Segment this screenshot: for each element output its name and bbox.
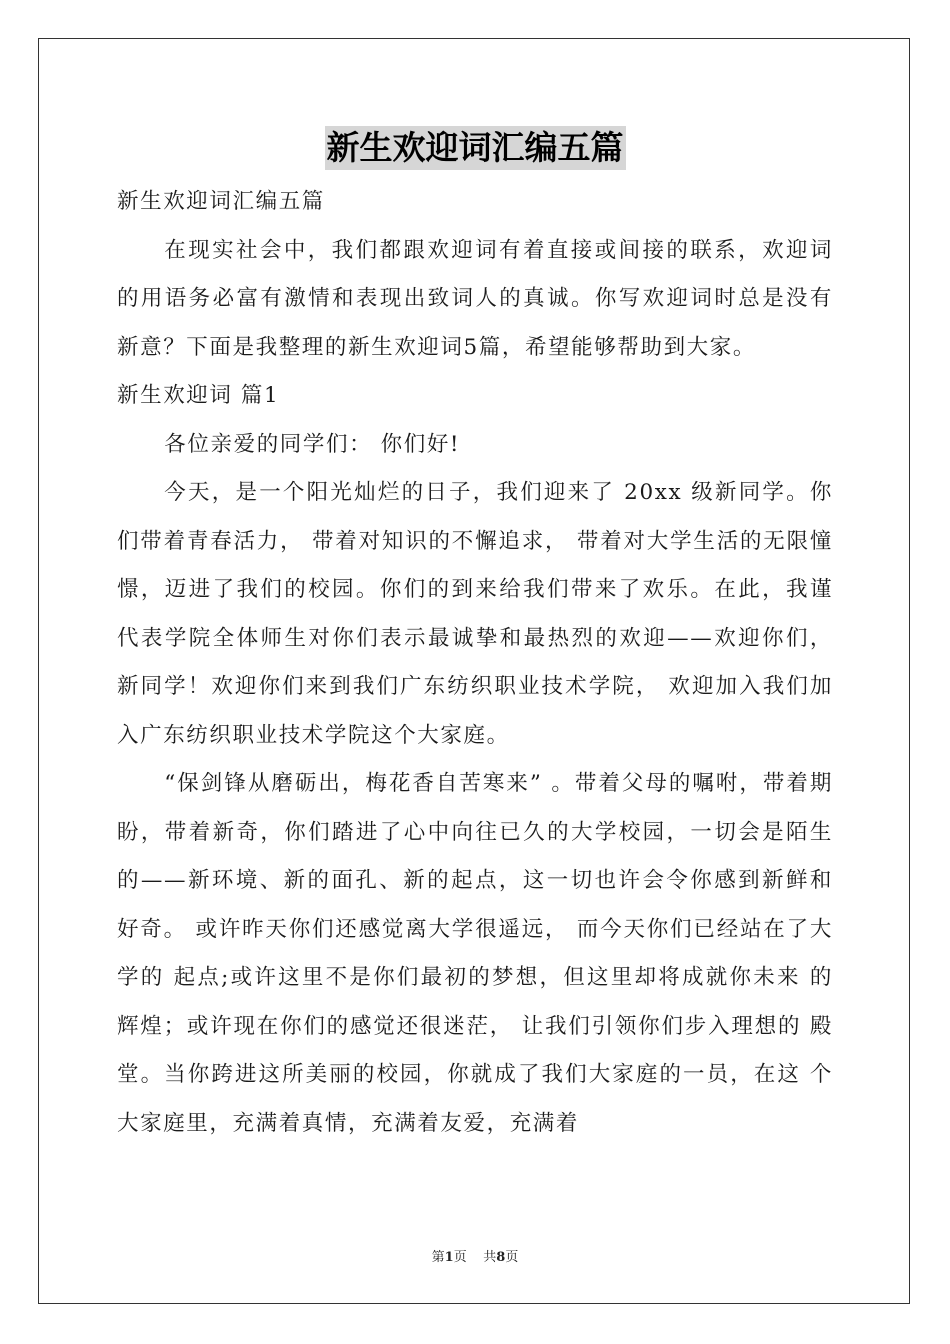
total-pages: 8 — [496, 1250, 506, 1265]
body-paragraph: 今天，是一个阳光灿烂的日子，我们迎来了 20xx 级新同学。你们带着青春活力， 带着对知识的不懈追求， 带着对大学生活的无限憧 憬，迈进了我们的校园。你们的到来给我们带来了欢乐。在此，我谨 代表学院全体师生对你们表示最诚挚和最热烈的欢迎——欢迎你们， 新同学！欢迎你们来到我们广东纺织职业技术学院， 欢迎加入我们加 入广东纺织职业技术学院这个大家庭。 — [117, 480, 833, 748]
page-footer — [0, 1246, 950, 1265]
page-prefix: 第 — [431, 1250, 445, 1265]
total-suffix: 页 — [505, 1250, 519, 1265]
subtitle-line: 新生欢迎词汇编五篇 — [117, 189, 325, 214]
section-heading: 新生欢迎词 篇1 — [117, 383, 280, 408]
document-body — [117, 178, 833, 1148]
document-title: 新生欢迎词汇编五篇 — [325, 126, 626, 170]
body-paragraph: “保剑锋从磨砺出，梅花香自苦寒来” 。带着父母的嘱咐，带着期 盼，带着新奇，你们踏进了心中向往已久的大学校园，一切会是陌生 的——新环境、新的面孔、新的起点，这一切也许会令你感到新鲜和 好奇。 或许昨天你们还感觉离大学很遥远， 而今天你们已经站在了大 学的 起点;或许这里不是你们最初的梦想，但这里却将成就你未来 的辉煌；或许现在你们的感觉还很迷茫， 让我们引领你们步入理想的 殿堂。当你跨进这所美丽的校园，你就成了我们大家庭的一员，在这 个大家庭里，充满着真情，充满着友爱，充满着 — [117, 771, 833, 1136]
greeting-paragraph: 各位亲爱的同学们： 你们好! — [164, 431, 461, 457]
page-suffix: 页 — [453, 1250, 467, 1265]
page-current: 1 — [444, 1250, 454, 1265]
intro-paragraph: 在现实社会中，我们都跟欢迎词有着直接或间接的联系，欢迎词的用语务必富有激情和表现出致词人的真诚。你写欢迎词时总是没有新意？下面是我整理的新生欢迎词5篇，希望能够帮助到大家。 — [117, 237, 833, 360]
title-container — [0, 126, 950, 170]
total-prefix: 共 — [483, 1250, 497, 1265]
